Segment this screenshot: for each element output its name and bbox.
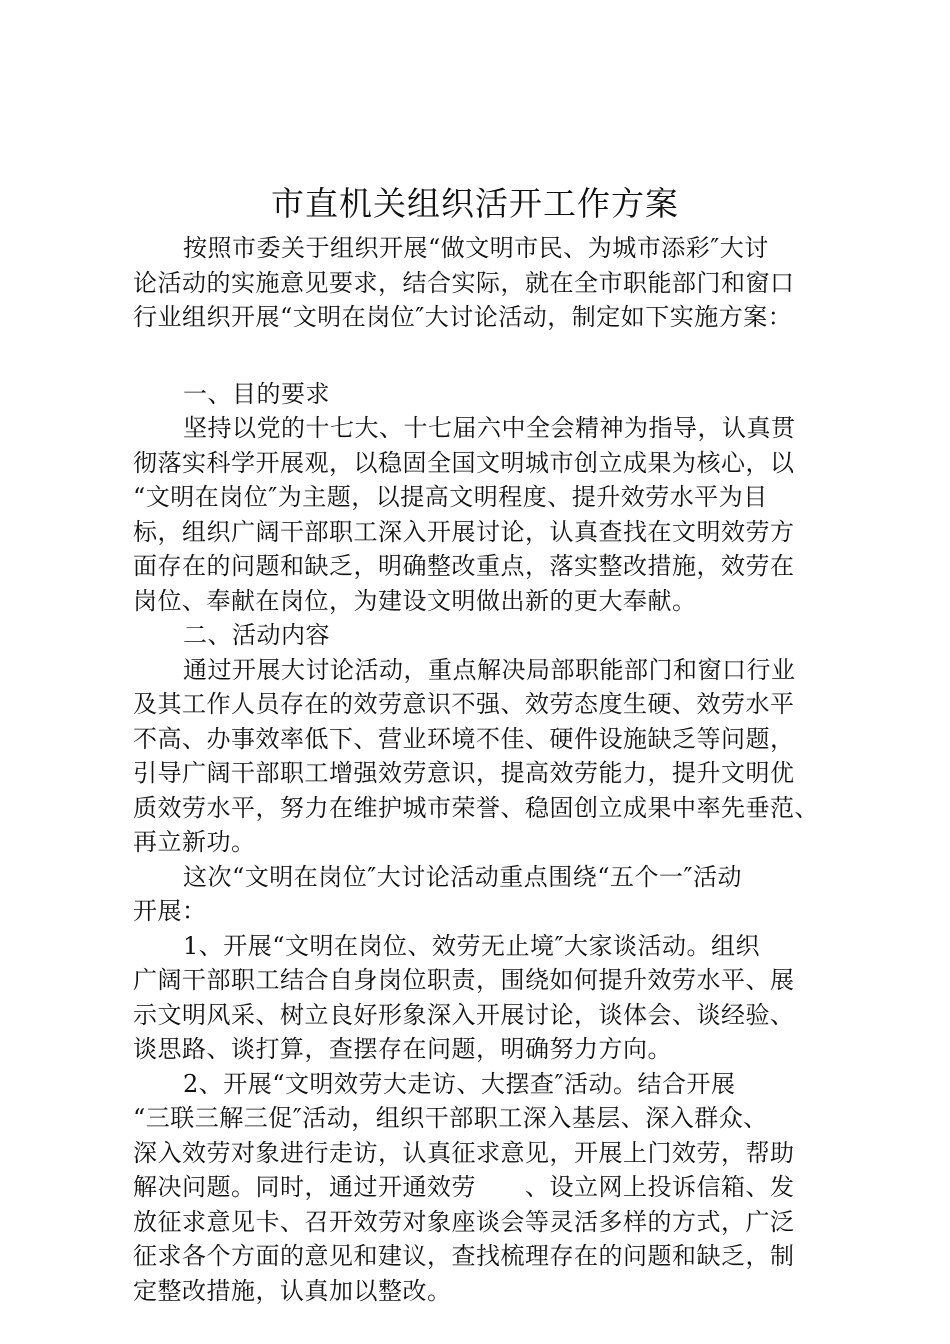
- text-line: 开展：: [133, 897, 207, 925]
- document-body: [133, 231, 838, 1308]
- text-line: 谈思路、谈打算，查摆存在问题，明确努力方向。: [133, 1035, 672, 1063]
- text-line: 坚持以党的十七大、十七届六中全会精神为指导，认真贯: [183, 414, 796, 442]
- paragraph-five-activities: [133, 860, 838, 929]
- text-line: 广阔干部职工结合自身岗位职责，围绕如何提升效劳水平、展: [133, 966, 795, 994]
- paragraph-purpose: [133, 411, 838, 618]
- text-line: 岗位、奉献在岗位，为建设文明做出新的更大奉献。: [133, 586, 697, 615]
- text-line: 1、开展“文明在岗位、效劳无止境″大家谈活动。组织: [183, 931, 761, 960]
- text-line: 不高、办事效率低下、营业环境不佳、硬件设施缺乏等问题，: [133, 724, 795, 753]
- text-line: 按照市委关于组织开展“做文明市民、为城市添彩″大讨: [183, 234, 769, 262]
- text-line: 示文明风采、树立良好形象深入开展讨论，谈体会、谈经验、: [133, 1000, 795, 1029]
- text-line: 引导广阔干部职工增强效劳意识，提高效劳能力，提升文明优: [133, 759, 795, 787]
- list-item-2: [133, 1067, 838, 1309]
- text-line: 行业组织开展“文明在岗位″大讨论活动，制定如下实施方案：: [133, 303, 793, 331]
- text-line: “三联三解三促″活动，组织干部职工深入基层、深入群众、: [133, 1104, 768, 1132]
- text-line: 解决问题。同时，通过开通效劳 、设立网上投诉信箱、发: [133, 1173, 795, 1201]
- paragraph-intro: [133, 231, 838, 335]
- text-line: 彻落实科学开展观，以稳固全国文明城市创立成果为核心，以: [133, 448, 795, 477]
- text-line: 征求各个方面的意见和建议，查找梳理存在的问题和缺乏，制: [133, 1242, 795, 1270]
- text-line: 这次“文明在岗位″大讨论活动重点围绕“五个一″活动: [183, 862, 742, 891]
- text-line: 2、开展“文明效劳大走访、大摆查″活动。结合开展: [183, 1069, 736, 1098]
- text-line: 深入效劳对象进行走访，认真征求意见，开展上门效劳，帮助: [133, 1138, 795, 1167]
- text-line: 放征求意见卡、召开效劳对象座谈会等灵活多样的方式，广泛: [133, 1207, 795, 1236]
- text-line: 再立新功。: [133, 828, 256, 856]
- text-line: 质效劳水平，努力在维护城市荣誉、稳固创立成果中率先垂范、: [133, 793, 819, 822]
- document-title: 市直机关组织活开工作方案: [271, 184, 679, 223]
- section-heading-content: [133, 618, 838, 653]
- text-line: 标，组织广阔干部职工深入开展讨论，认真查找在文明效劳方: [133, 517, 795, 546]
- text-line: 及其工作人员存在的效劳意识不强、效劳态度生硬、效劳水平: [133, 690, 795, 718]
- paragraph-spacer: [133, 335, 838, 377]
- text-line: 面存在的问题和缺乏，明确整改重点，落实整改措施，效劳在: [133, 552, 795, 580]
- section-heading-purpose: [133, 377, 838, 412]
- text-line: “文明在岗位″为主题，以提高文明程度、提升效劳水平为目: [133, 483, 768, 511]
- text-line: 定整改措施，认真加以整改。: [133, 1276, 452, 1305]
- text-line: 论活动的实施意见要求，结合实际，就在全市职能部门和窗口: [133, 268, 795, 297]
- text-line: 一、目的要求: [183, 379, 330, 408]
- list-item-1: [133, 929, 838, 1067]
- text-line: 通过开展大讨论活动，重点解决局部职能部门和窗口行业: [183, 655, 796, 684]
- paragraph-content: [133, 653, 838, 860]
- text-line: 二、活动内容: [183, 621, 330, 649]
